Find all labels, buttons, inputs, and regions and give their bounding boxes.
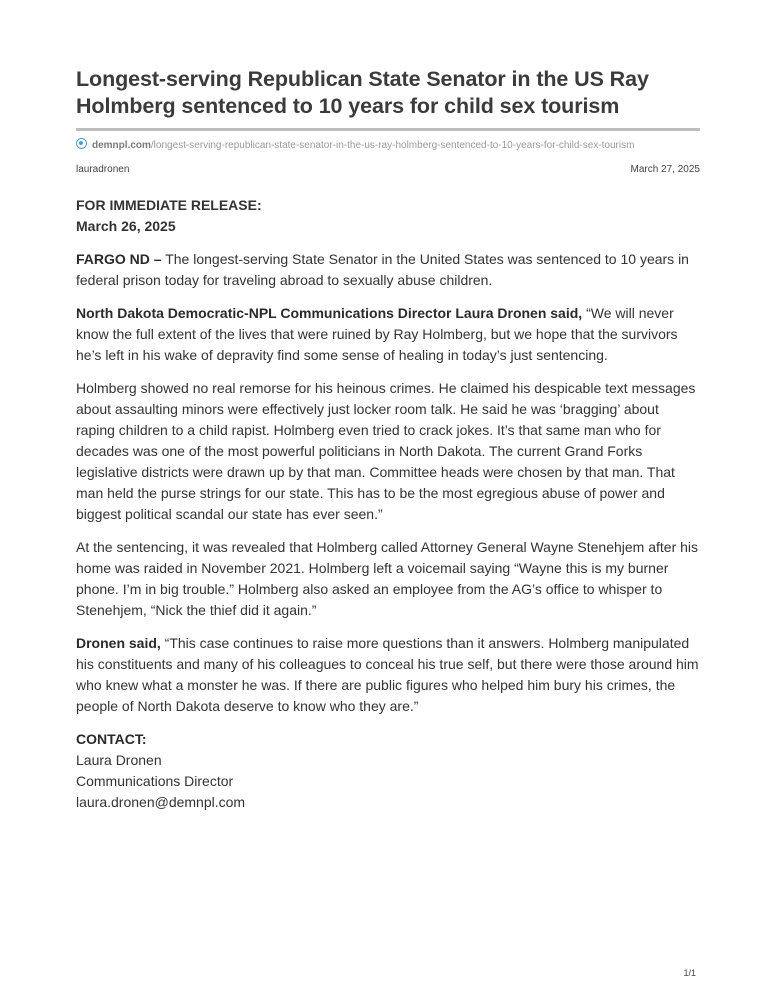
document-page xyxy=(76,66,700,813)
contact-email[interactable]: laura.dronen@demnpl.com xyxy=(76,794,246,810)
source-domain[interactable]: demnpl.com xyxy=(92,140,151,151)
article-body xyxy=(76,195,700,813)
paragraph-3: Holmberg showed no real remorse for his heinous crimes. He claimed his despicable text messages about assaulting minors were effectively just locker room talk. He said he was ‘bragging’ about raping children to a child rapist. Holmberg even tried to crack jokes. It’s that same man who for decades was one of the most powerful politicians in North Dakota. The current Grand Forks legislative districts were drawn up by that man. Committee heads were chosen by that man. That man held the purse strings for our state. This has to be the most egregious abuse of power and biggest political scandal our state has ever seen.” xyxy=(76,380,696,522)
title-divider xyxy=(76,128,700,131)
source-link-icon xyxy=(76,138,87,149)
paragraph-1: FARGO ND – The longest-serving State Senator in the United States was sentenced to 10 years in federal prison today for traveling abroad to sexually abuse children. xyxy=(76,251,689,288)
contact-name: Laura Dronen xyxy=(76,752,162,768)
source-url[interactable] xyxy=(76,138,700,153)
contact-block xyxy=(76,729,700,813)
release-date: March 26, 2025 xyxy=(76,218,176,234)
paragraph-5: Dronen said, “This case continues to raise more questions than it answers. Holmberg manipulated his constituents and many of his colleagues to conceal his true self, but there were those around him who knew what a monster he was. If there are public figures who helped him bury his crimes, the people of North Dakota deserve to know who they are.” xyxy=(76,635,699,714)
contact-heading: CONTACT: xyxy=(76,731,147,747)
author: lauradronen xyxy=(76,164,130,175)
release-label: FOR IMMEDIATE RELEASE: xyxy=(76,197,262,213)
dateline: FARGO ND – xyxy=(76,251,162,267)
contact-role: Communications Director xyxy=(76,773,234,789)
page-title: Longest-serving Republican State Senator in the US Ray Holmberg sentenced to 10 years for child sex tourism xyxy=(76,67,649,118)
publish-date: March 27, 2025 xyxy=(630,164,700,175)
speaker-attribution-2: Dronen said, xyxy=(76,635,161,651)
speaker-attribution: North Dakota Democratic-NPL Communications Director Laura Dronen said, xyxy=(76,305,583,321)
release-block xyxy=(76,195,700,237)
paragraph-4: At the sentencing, it was revealed that Holmberg called Attorney General Wayne Stenehjem after his home was raided in November 2021. Holmberg left a voicemail saying “Wayne this is my burner phone. I’m in big trouble.” Holmberg also asked an employee from the AG’s office to whisper to Stenehjem, “Nick the thief did it again.” xyxy=(76,539,699,618)
source-path[interactable]: /longest-serving-republican-state-senator-in-the-us-ray-holmberg-sentenced-to-10-years-for-child-sex-tourism xyxy=(150,140,635,151)
article-meta xyxy=(76,163,700,176)
paragraph-2: North Dakota Democratic-NPL Communications Director Laura Dronen said, “We will never know the full extent of the lives that were ruined by Ray Holmberg, but we hope that the survivors he’s left in his wake of depravity find some sense of healing in today’s just sentencing. xyxy=(76,305,678,363)
page-number: 1/1 xyxy=(683,968,696,978)
